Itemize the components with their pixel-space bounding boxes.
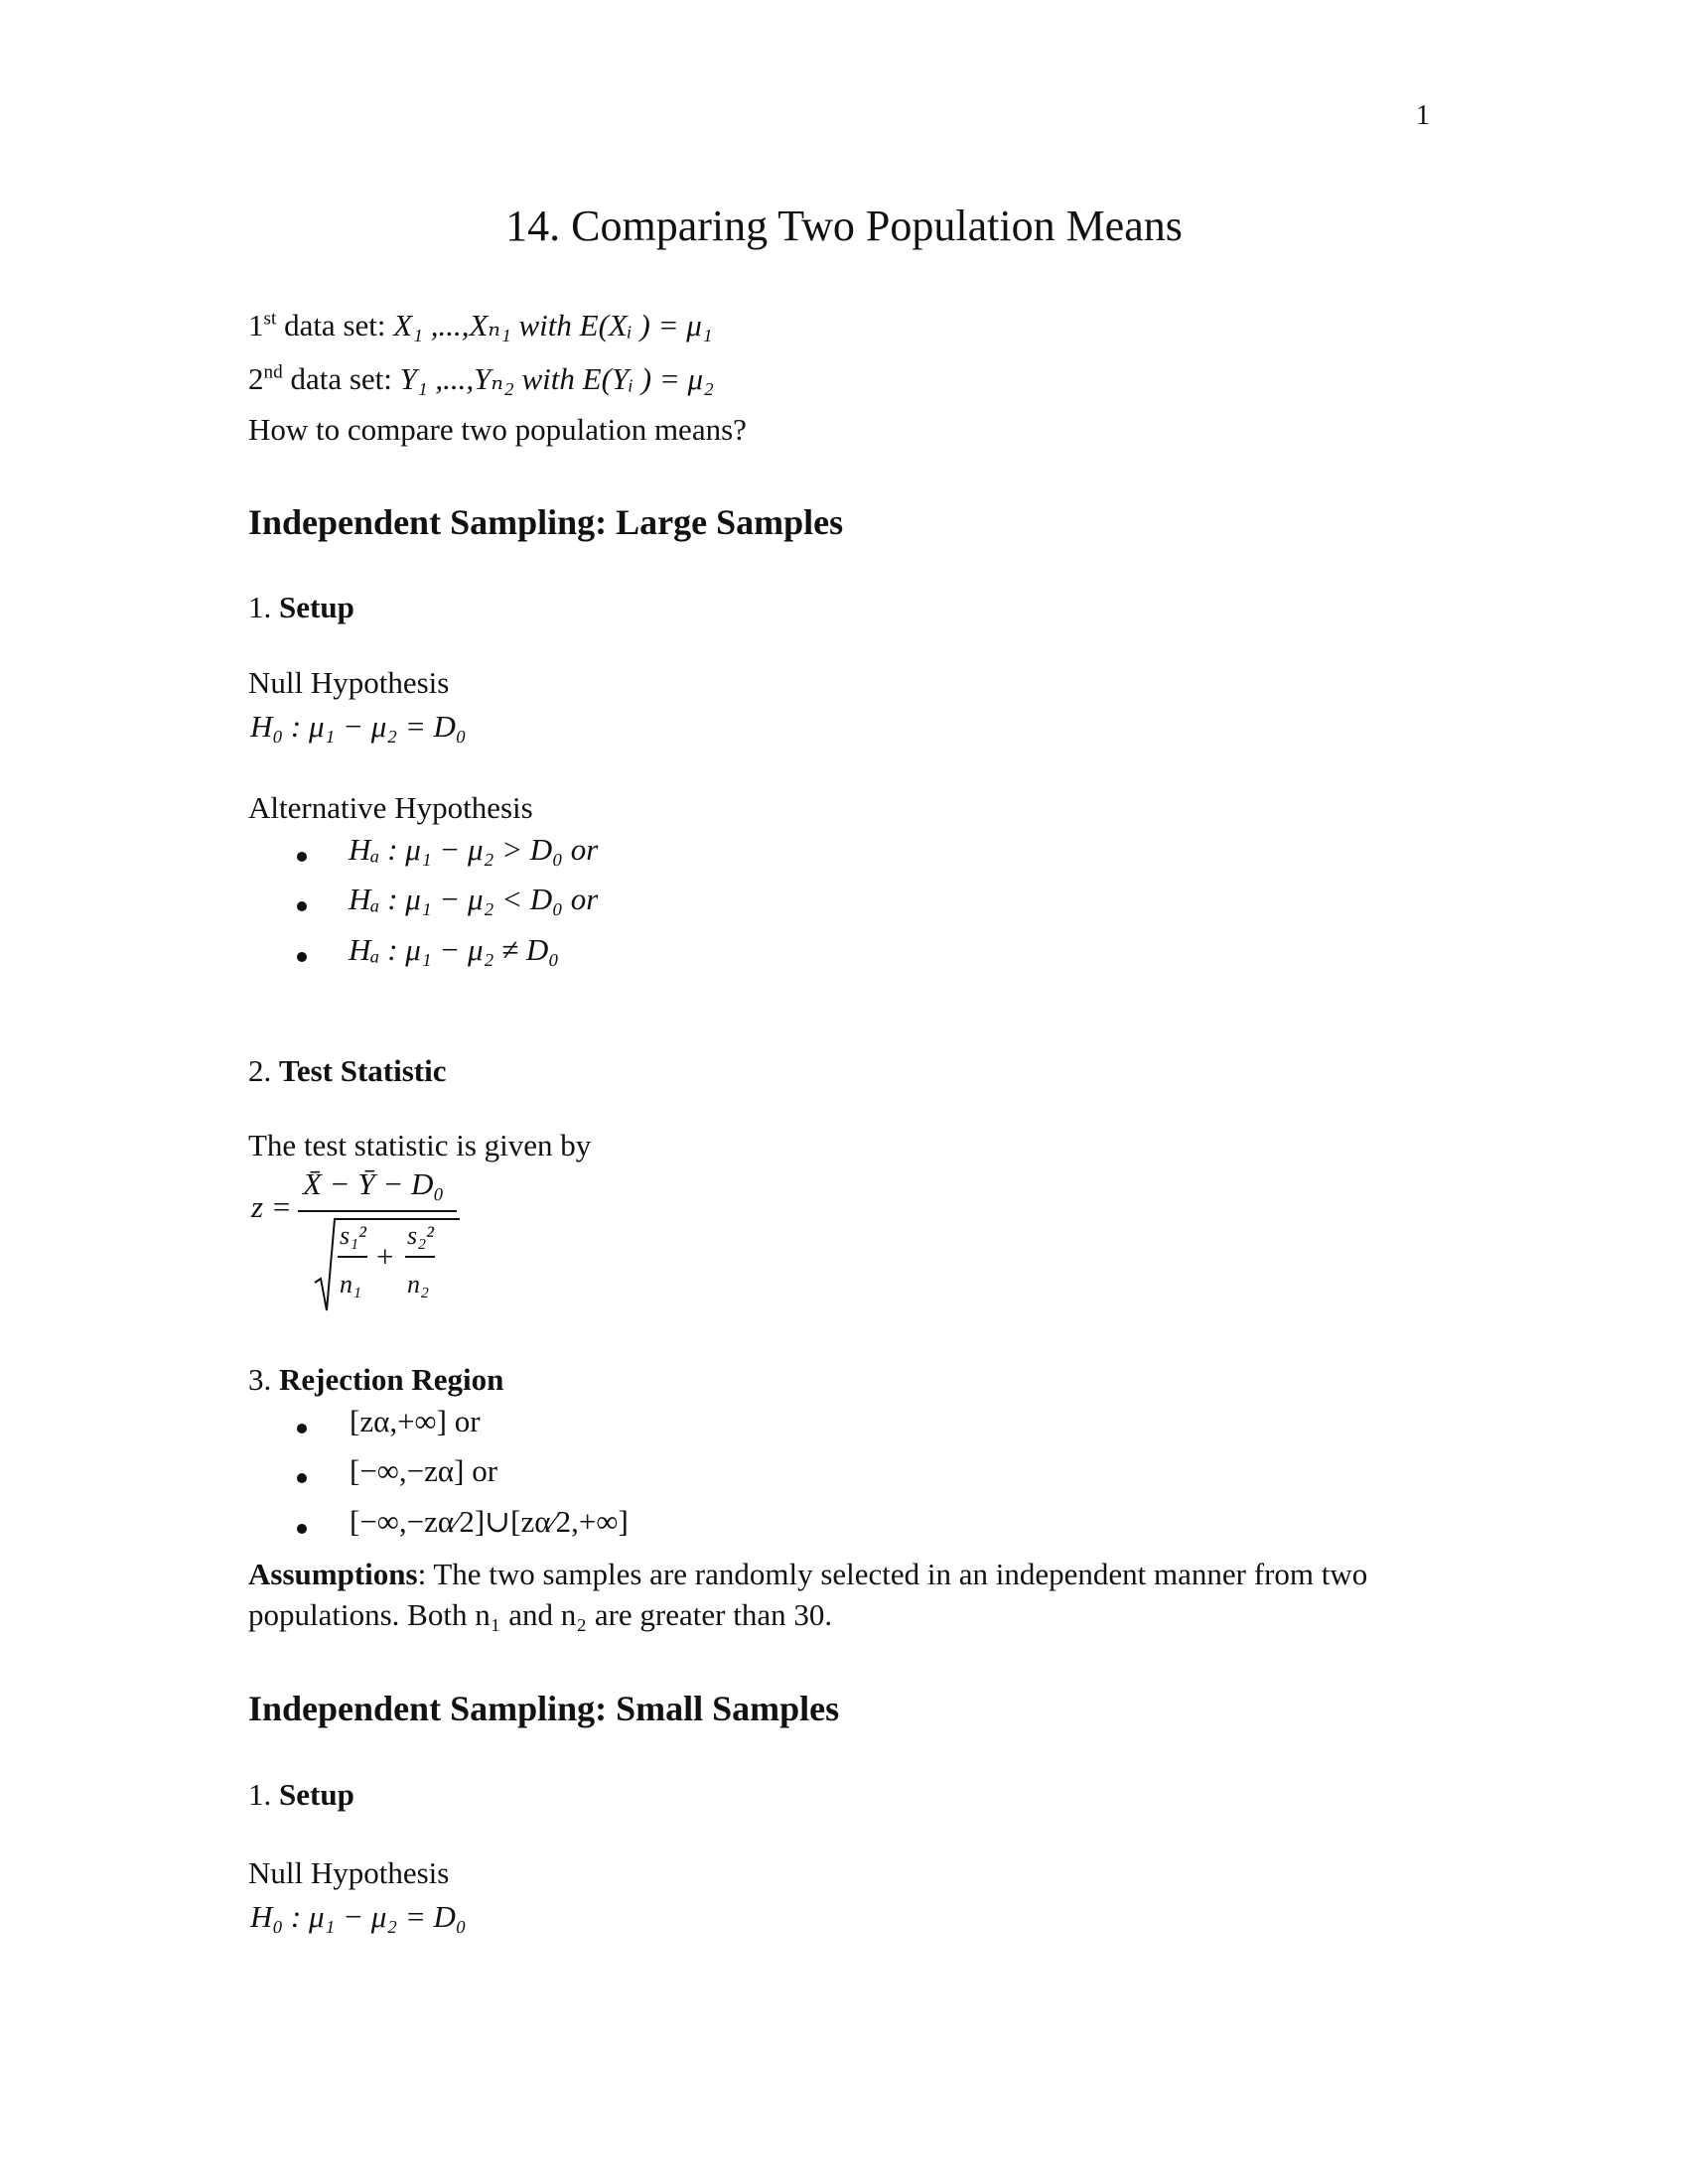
n1: n₁ bbox=[340, 1270, 362, 1298]
null-hypothesis-formula: H₀ : μ₁ − μ₂ = D₀ bbox=[250, 709, 467, 744]
ordinal-suffix: st bbox=[263, 308, 277, 330]
step-label: Setup bbox=[279, 590, 354, 624]
n2: n₂ bbox=[407, 1270, 430, 1298]
rejection-region-item: [−∞,−zα⁄2]∪[zα⁄2,+∞] bbox=[350, 1504, 629, 1539]
data-set-label: data set: bbox=[276, 308, 394, 342]
step-label: Setup bbox=[279, 1777, 354, 1812]
alternative-hypothesis-label: Alternative Hypothesis bbox=[248, 790, 533, 825]
page-title: 14. Comparing Two Population Means bbox=[505, 202, 1183, 250]
rejection-region-item: [zα,+∞] or bbox=[350, 1404, 481, 1438]
bullet-icon bbox=[297, 952, 307, 962]
assumptions-label: Assumptions bbox=[248, 1557, 418, 1591]
plus-sign: + bbox=[376, 1239, 394, 1274]
bullet-icon bbox=[297, 901, 307, 911]
fraction-bar bbox=[298, 1210, 457, 1212]
null-hypothesis-label: Null Hypothesis bbox=[248, 665, 450, 700]
s1-squared: s₁² bbox=[340, 1221, 366, 1250]
data-set-2-line bbox=[248, 363, 714, 394]
bullet-icon bbox=[297, 1424, 307, 1433]
z-formula-numerator: X̄ − Ȳ − D₀ bbox=[303, 1166, 445, 1201]
page-number: 1 bbox=[1416, 100, 1430, 131]
data-set-1-formula: X₁ ,...,Xₙ₁ with E(Xᵢ ) = μ₁ bbox=[393, 308, 713, 342]
ordinal-number: 2 bbox=[248, 361, 264, 396]
assumptions-text: : The two samples are randomly selected in an independent manner from two populations. Both n₁ and n₂ are greater than 30. bbox=[248, 1557, 1368, 1632]
fraction-bar bbox=[338, 1256, 367, 1258]
step-label: Test Statistic bbox=[279, 1053, 447, 1088]
section-heading-large-samples: Independent Sampling: Large Samples bbox=[248, 502, 844, 542]
step-label: Rejection Region bbox=[279, 1362, 504, 1397]
alternative-hypothesis-item: Hₐ : μ₁ − μ₂ ≠ D₀ bbox=[349, 932, 560, 967]
step-setup bbox=[248, 1779, 354, 1810]
bullet-icon bbox=[297, 852, 307, 862]
step-number: 3. bbox=[248, 1362, 279, 1397]
step-number: 2. bbox=[248, 1053, 279, 1088]
bullet-icon bbox=[297, 1473, 307, 1483]
test-statistic-intro: The test statistic is given by bbox=[248, 1128, 592, 1162]
data-set-1-line bbox=[248, 310, 713, 341]
step-test-statistic bbox=[248, 1055, 447, 1086]
alternative-hypothesis-item: Hₐ : μ₁ − μ₂ > D₀ or bbox=[349, 832, 599, 867]
step-number: 1. bbox=[248, 1777, 279, 1812]
ordinal-suffix: nd bbox=[263, 361, 283, 383]
rejection-region-item: [−∞,−zα] or bbox=[350, 1453, 498, 1488]
step-number: 1. bbox=[248, 590, 279, 624]
ordinal-number: 1 bbox=[248, 308, 264, 342]
s2-squared: s₂² bbox=[407, 1221, 434, 1250]
alternative-hypothesis-item: Hₐ : μ₁ − μ₂ < D₀ or bbox=[349, 882, 599, 916]
null-hypothesis-formula: H₀ : μ₁ − μ₂ = D₀ bbox=[250, 1899, 467, 1934]
z-formula-lhs: z = bbox=[251, 1189, 292, 1224]
step-setup bbox=[248, 592, 354, 622]
bullet-icon bbox=[297, 1524, 307, 1534]
data-set-2-formula: Y₁ ,...,Yₙ₂ with E(Yᵢ ) = μ₂ bbox=[399, 361, 714, 396]
null-hypothesis-label: Null Hypothesis bbox=[248, 1855, 450, 1890]
data-set-label: data set: bbox=[282, 361, 400, 396]
assumptions-paragraph bbox=[248, 1554, 1440, 1635]
step-rejection-region bbox=[248, 1364, 503, 1395]
fraction-bar bbox=[405, 1256, 435, 1258]
intro-question: How to compare two population means? bbox=[248, 412, 747, 447]
section-heading-small-samples: Independent Sampling: Small Samples bbox=[248, 1689, 840, 1728]
